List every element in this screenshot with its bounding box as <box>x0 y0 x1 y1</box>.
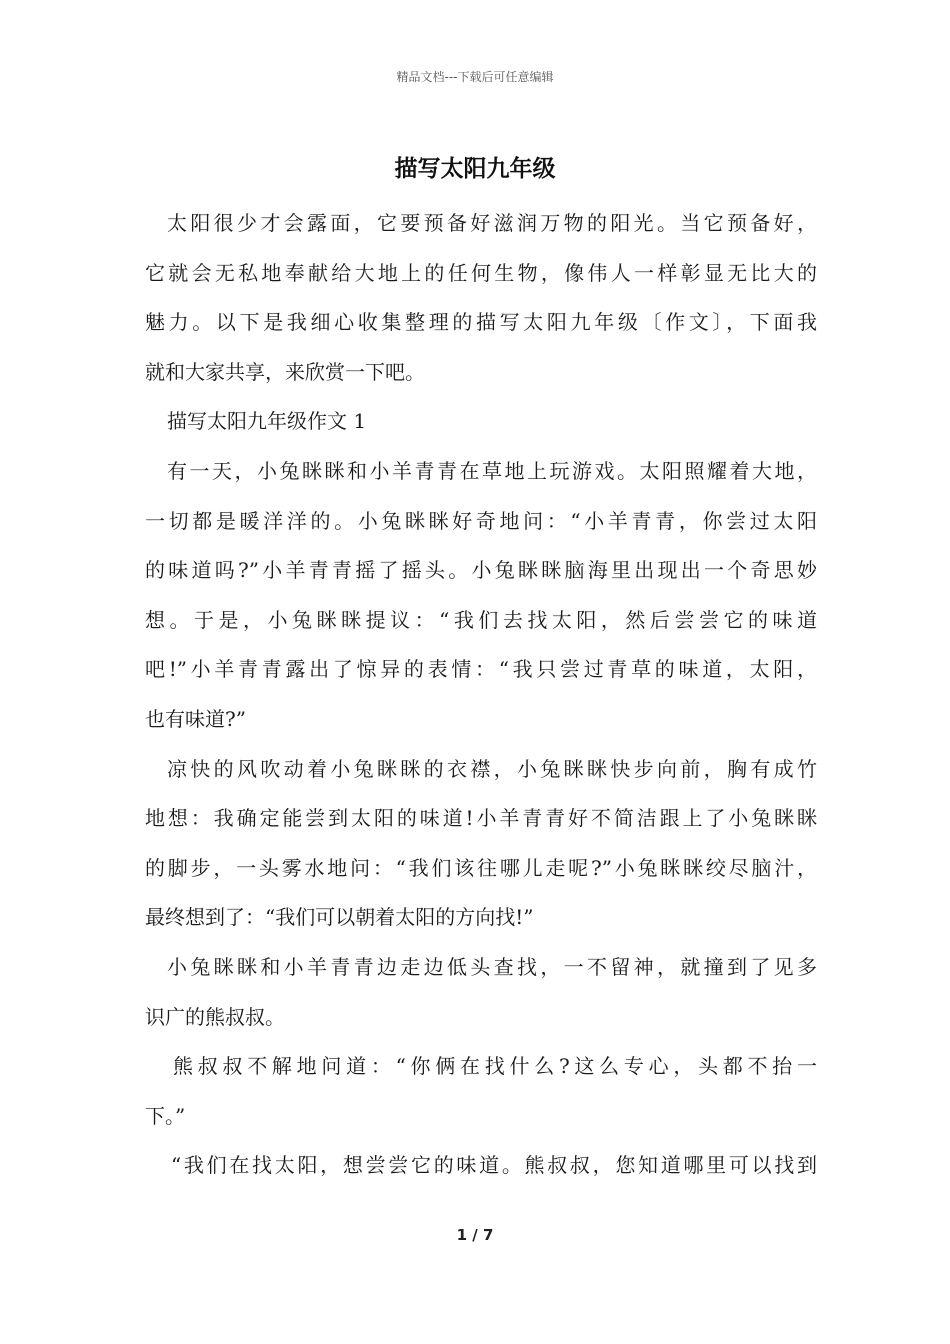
paragraph-line: 它就会无私地奉献给大地上的任何生物，像伟人一样彰显无比大的 <box>145 260 817 285</box>
paragraph-line: 最终想到了：“我们可以朝着太阳的方向找!” <box>145 905 534 930</box>
paragraph-line: 识广的熊叔叔。 <box>145 1004 285 1029</box>
paragraph-line: “我们在找太阳，想尝尝它的味道。熊叔叔，您知道哪里可以找到 <box>171 1153 817 1178</box>
document-body <box>145 208 817 1200</box>
page-separator: / <box>467 1226 483 1244</box>
page-number <box>0 1226 950 1244</box>
document-title: 描写太阳九年级 <box>394 156 556 182</box>
paragraph-line: 想。于是，小兔眯眯提议：“我们去找太阳，然后尝尝它的味道 <box>145 607 817 632</box>
paragraph-line: 魅力。以下是我细心收集整理的描写太阳九年级〔作文〕，下面我 <box>145 310 817 335</box>
paragraph-line: 的脚步，一头雾水地问：“我们该往哪儿走呢?”小兔眯眯绞尽脑汁， <box>145 855 817 880</box>
paragraph-line: 小兔眯眯和小羊青青边走边低头查找，一不留神，就撞到了见多 <box>167 954 817 979</box>
page-header: 精品文档---下载后可任意编辑 <box>396 70 554 84</box>
total-pages: 7 <box>482 1226 494 1244</box>
paragraph-line: 也有味道?” <box>145 706 246 731</box>
paragraph-line: 的味道吗?”小羊青青摇了摇头。小兔眯眯脑海里出现出一个奇思妙 <box>145 558 817 583</box>
paragraph-line: 下。” <box>145 1103 186 1128</box>
paragraph-line: 描写太阳九年级作文 1 <box>167 409 367 434</box>
paragraph-line: 凉快的风吹动着小兔眯眯的衣襟，小兔眯眯快步向前，胸有成竹 <box>167 756 817 781</box>
current-page: 1 <box>456 1226 468 1244</box>
paragraph-line: 熊叔叔不解地问道：“你俩在找什么?这么专心，头都不抬一 <box>173 1054 817 1079</box>
paragraph-line: 有一天，小兔眯眯和小羊青青在草地上玩游戏。太阳照耀着大地， <box>167 458 817 483</box>
paragraph-line: 太阳很少才会露面，它要预备好滋润万物的阳光。当它预备好， <box>167 211 817 235</box>
paragraph-line: 吧!”小羊青青露出了惊异的表情：“我只尝过青草的味道，太阳， <box>145 657 817 682</box>
paragraph-line: 地想：我确定能尝到太阳的味道!小羊青青好不简洁跟上了小兔眯眯 <box>145 806 817 831</box>
paragraph-line: 就和大家共享，来欣赏一下吧。 <box>145 359 425 384</box>
paragraph-line: 一切都是暖洋洋的。小兔眯眯好奇地问：“小羊青青，你尝过太阳 <box>145 508 817 533</box>
